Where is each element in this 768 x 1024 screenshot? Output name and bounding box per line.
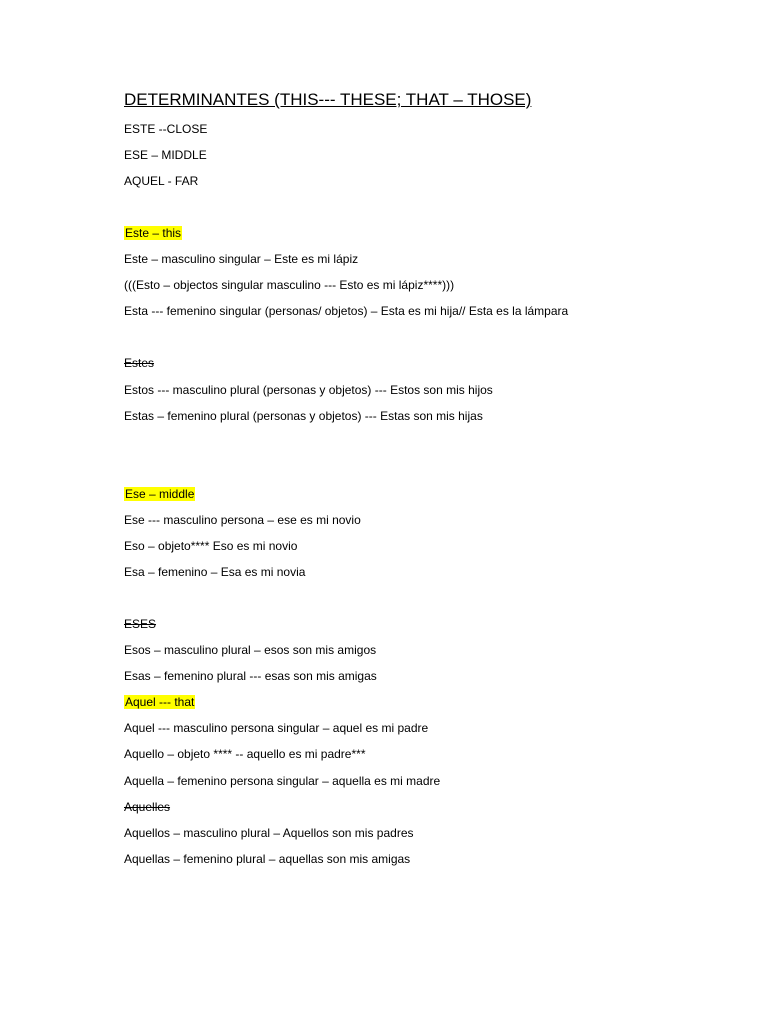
aquelles-struck-word: Aquelles: [124, 800, 171, 814]
este-heading: [124, 226, 182, 240]
page-title: DETERMINANTES (THIS--- THESE; THAT – THOSE): [124, 90, 532, 109]
aquellas-line: Aquellas – femenino plural – aquellas son mis amigas: [124, 852, 411, 866]
esto-line: (((Esto – objectos singular masculino --- Esto es mi lápiz****))): [124, 278, 455, 292]
este-heading-highlight: Este – this: [125, 226, 182, 240]
aquel-line: Aquel --- masculino persona singular – aquel es mi padre: [124, 721, 429, 735]
este-line: Este – masculino singular – Este es mi lápiz: [124, 252, 359, 266]
aquel-heading-highlight: Aquel --- that: [125, 695, 195, 709]
estas-line: Estas – femenino plural (personas y objetos) --- Estas son mis hijas: [124, 409, 483, 423]
esa-line: Esa – femenino – Esa es mi novia: [124, 565, 306, 579]
estes-struck-word: Estes: [124, 356, 155, 370]
distance-line-close: ESTE --CLOSE: [124, 122, 208, 136]
aquello-line: Aquello – objeto **** -- aquello es mi padre***: [124, 747, 366, 761]
esas-line: Esas – femenino plural --- esas son mis amigas: [124, 669, 377, 683]
ese-heading: [124, 487, 195, 501]
aquel-heading: [124, 695, 195, 709]
estos-line: Estos --- masculino plural (personas y objetos) --- Estos son mis hijos: [124, 383, 493, 397]
aquella-line: Aquella – femenino persona singular – aquella es mi madre: [124, 774, 441, 788]
ese-heading-highlight: Ese – middle: [125, 487, 195, 501]
eses-struck-word: ESES: [124, 617, 157, 631]
esta-line: Esta --- femenino singular (personas/ objetos) – Esta es mi hija// Esta es la lámpara: [124, 304, 569, 318]
ese-line: Ese --- masculino persona – ese es mi novio: [124, 513, 361, 527]
aquellos-line: Aquellos – masculino plural – Aquellos son mis padres: [124, 826, 414, 840]
distance-line-far: AQUEL - FAR: [124, 174, 199, 188]
eso-line: Eso – objeto**** Eso es mi novio: [124, 539, 298, 553]
distance-line-middle: ESE – MIDDLE: [124, 148, 207, 162]
esos-line: Esos – masculino plural – esos son mis amigos: [124, 643, 377, 657]
